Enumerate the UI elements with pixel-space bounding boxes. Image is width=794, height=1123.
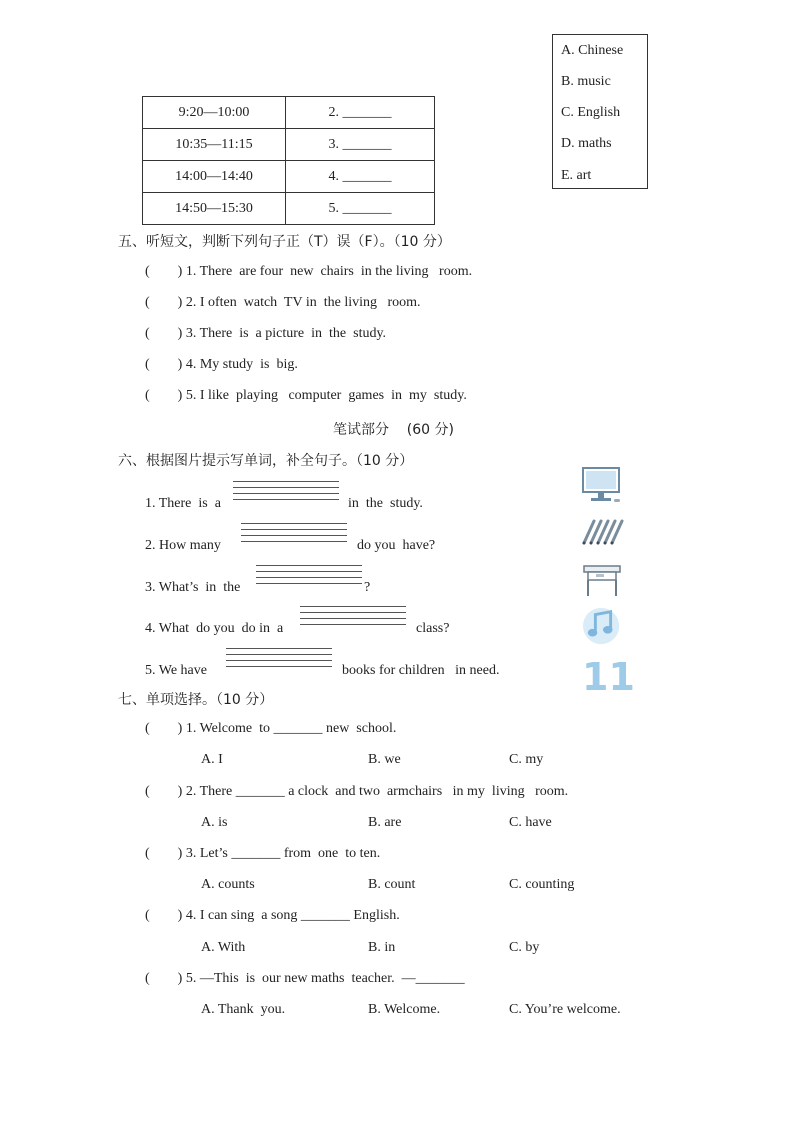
sentence-end: books for children in need. xyxy=(342,663,500,678)
answer-cell: 3. _______ xyxy=(286,129,435,161)
desk-icon xyxy=(580,560,626,600)
section6-heading: 六、根据图片提示写单词，补全句子。（10 分） xyxy=(118,453,414,469)
pencils-icon xyxy=(580,513,626,553)
writing-lines[interactable] xyxy=(241,523,347,541)
subject-options-box xyxy=(552,34,648,189)
choice-a[interactable]: A. With xyxy=(201,940,246,955)
table-row xyxy=(143,161,435,193)
section7-heading: 七、单项选择。（10 分） xyxy=(118,692,274,708)
option-item: D. maths xyxy=(561,136,612,151)
choice-b[interactable]: B. we xyxy=(368,752,401,767)
judge-item: ( ) 2. I often watch TV in the living room. xyxy=(145,295,421,310)
section5-heading: 五、听短文，判断下列句子正（T）误（F）。（10 分） xyxy=(118,234,451,250)
sentence-end: do you have? xyxy=(357,538,436,553)
sentence-start: 2. How many xyxy=(145,538,221,553)
computer-icon xyxy=(580,466,626,506)
choice-a[interactable]: A. is xyxy=(201,815,228,830)
judge-item: ( ) 1. There are four new chairs in the living room. xyxy=(145,264,473,279)
sentence-end: class? xyxy=(416,621,450,636)
sentence-start: 4. What do you do in a xyxy=(145,621,284,636)
choice-b[interactable]: B. count xyxy=(368,877,416,892)
answer-cell: 5. _______ xyxy=(286,193,435,225)
answer-cell: 2. _______ xyxy=(286,97,435,129)
sentence-start: 5. We have xyxy=(145,663,207,678)
choice-a[interactable]: A. I xyxy=(201,752,223,767)
writing-lines[interactable] xyxy=(226,648,332,666)
sentence-start: 3. What’s in the xyxy=(145,580,241,595)
choice-c[interactable]: C. You’re welcome. xyxy=(509,1002,621,1017)
table-row xyxy=(143,97,435,129)
judge-item: ( ) 4. My study is big. xyxy=(145,357,298,372)
writing-lines[interactable] xyxy=(256,565,362,583)
number-eleven-icon xyxy=(580,655,635,699)
table-row xyxy=(143,193,435,225)
choice-b[interactable]: B. Welcome. xyxy=(368,1002,441,1017)
writing-lines[interactable] xyxy=(300,606,406,624)
judge-item: ( ) 3. There is a picture in the study. xyxy=(145,326,387,341)
writing-lines[interactable] xyxy=(233,481,339,499)
sentence-end: in the study. xyxy=(348,496,423,511)
option-item: E. art xyxy=(561,168,592,183)
question-text: ( ) 3. Let’s _______ from one to ten. xyxy=(145,846,381,861)
choice-c[interactable]: C. have xyxy=(509,815,552,830)
choice-b[interactable]: B. in xyxy=(368,940,396,955)
choice-c[interactable]: C. counting xyxy=(509,877,575,892)
time-cell: 14:50—15:30 xyxy=(143,193,286,225)
sentence-end: ? xyxy=(364,580,371,595)
time-cell: 9:20—10:00 xyxy=(143,97,286,129)
choice-b[interactable]: B. are xyxy=(368,815,402,830)
judge-item: ( ) 5. I like playing computer games in my study. xyxy=(145,388,467,403)
schedule-table xyxy=(142,96,435,225)
choice-c[interactable]: C. by xyxy=(509,940,540,955)
question-text: ( ) 4. I can sing a song _______ English. xyxy=(145,908,400,923)
option-item: A. Chinese xyxy=(561,43,624,58)
sentence-start: 1. There is a xyxy=(145,496,221,511)
time-cell: 14:00—14:40 xyxy=(143,161,286,193)
choice-a[interactable]: A. Thank you. xyxy=(201,1002,286,1017)
choice-c[interactable]: C. my xyxy=(509,752,544,767)
time-cell: 10:35—11:15 xyxy=(143,129,286,161)
music-note-icon xyxy=(580,606,626,646)
table-row xyxy=(143,129,435,161)
svg-text:11: 11 xyxy=(582,655,635,699)
written-part-title: 笔试部分 (60 分) xyxy=(333,422,454,438)
question-text: ( ) 1. Welcome to _______ new school. xyxy=(145,721,397,736)
choice-a[interactable]: A. counts xyxy=(201,877,255,892)
option-item: C. English xyxy=(561,105,621,120)
answer-cell: 4. _______ xyxy=(286,161,435,193)
question-text: ( ) 5. —This is our new maths teacher. —_______ xyxy=(145,971,465,986)
question-text: ( ) 2. There _______ a clock and two armchairs in my living room. xyxy=(145,784,569,799)
option-item: B. music xyxy=(561,74,611,89)
